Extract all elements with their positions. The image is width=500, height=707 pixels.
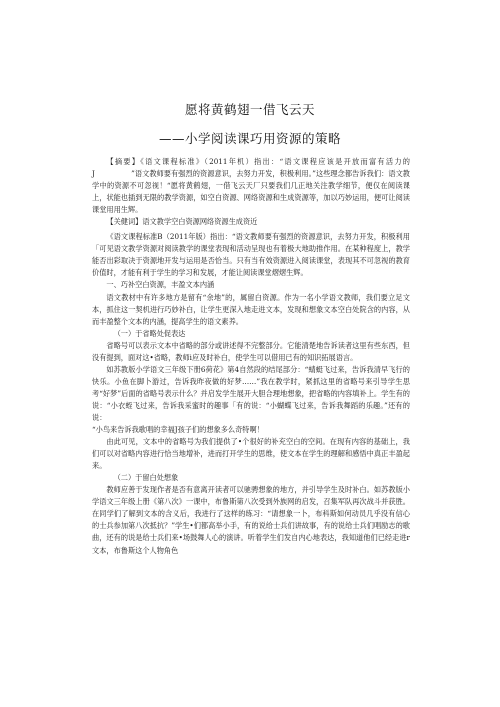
abstract-paragraph: 【摘要】《语文课程标准》（2011年机）指出：“语文课程应该是开放而富有活力的J ”语文教师要有强烈的资源意识，去努力开发，积极利用。”这些理念都告诉我们：语文教学中的资源不可忽视！“愿将黄鹤翅，一借飞云天厂只要我们几正地关注教学细节，便仅在阅读课上，状能也插到无限的教学资源，如空白资源、网络资源和生成资源等，加以巧妙运用，便可让阅读课堂用用生辉。 [92, 157, 410, 215]
section-paragraph: 语文教材中有许多地方是留有“余地”的，属留白资源。作为一名小学语文教师，我们要立足文本，抓住这一契机进行巧妙补白，让学生更深入地走进文本，发现和想象文本空白处院含的内容，从而丰盈整个文本的内涵，提高学生的语文素养。 [92, 292, 410, 326]
subsection-heading-1: （一）于省略处促表达 [113, 328, 186, 338]
document-subtitle: ——小学阅读课巧用资源的策略 [158, 131, 341, 146]
intro-paragraph: 《语文课程标准B（2011年版）指出：“语文教师要有强烈的资源意识，去努力开发，积极利用「可见语文教学资源对阅读教学的课堂表现和活动呈现也有着极大地助推作用。在某种程度上，教学能否出彩取决于资源地开发与运用是否恰当。只有当有效资源进入阅读课堂，表现其不可忽视的教育价值时，才能有利于学生的学习和发展，才能让阅读课堂熠熠生辉。 [92, 232, 410, 278]
section-paragraph: 由此可见，文本中的省略号为我们提供了•个很好的补充空白的空间。在现有内容的基础上，我们可以对省略内容进行恰当地增补，进而打开学生的思维，使文本在学生的理解和感悟中真正丰盈起来。 [92, 437, 410, 471]
subsection-heading-2: （二）于留白处想象 [113, 473, 179, 483]
section-heading-1: 一、巧补空白资源，丰盈文本内涵 [106, 280, 215, 290]
section-paragraph: 如苏教版小学语文三年级下册6荷花》第4自然段的结尾部分：“蜻蜓飞过来，告诉我清早飞行的快乐。小鱼在脚卜游过，告诉我昨夜做的好梦……”我在教学时，紧抓这里的省略号来引导学生思考“好梦”后面的省略号表示什么？并启发学生展开大胆合理地想象，把省略的内容填补上。学生有的说：“小衣蛭飞过来，告诉我采蜜时的趣事「有的说：“小蝴蝶飞过来，告诉我舞蹈的乐趣。”还有的说： [92, 364, 410, 422]
keywords-paragraph: 【关健词】语文教学空白资源网络资源生成资近 [106, 217, 258, 227]
document-title: 愿将黄鹤翅一借飞云天 [184, 102, 315, 117]
section-paragraph: 教师应善于发现作者是否有意离开读者可以驰骋想象的地方，并引导学生及时补白。如苏教版小学语文三年级上册《第八次》一课中，布鲁斯第八次受到外族网的启发，召集军队再次战斗并获胜。在同学们了解到文本的含义后，我进行了这样的练习：“请想象一卜，布科斯如何动员几乎没有信心的士兵参加第八次抵抗？”学生•们都高举小手，有的说给士兵们讲故事，有的说给士兵们唱励志的歌曲，还有的说是给士兵们来•场鼓舞人心的演讲。听着学生们发自内心地表达，我知道他们已经走进r文本，布鲁斯这个人物角色 [92, 485, 410, 555]
section-paragraph: 省略号可以表示文本中省略的部分或讲述得不完整部分。它能清楚地告诉读者这里有些东西，但没有提到，面对这•省略，教师i应及时补白，使学生可以借用已有的知识拓展语言。 [92, 340, 410, 362]
section-paragraph: “小鸟来告诉我歌唱的幸福J孩子们的想象多么奇特啊！ [92, 425, 264, 435]
document-body [92, 156, 410, 557]
